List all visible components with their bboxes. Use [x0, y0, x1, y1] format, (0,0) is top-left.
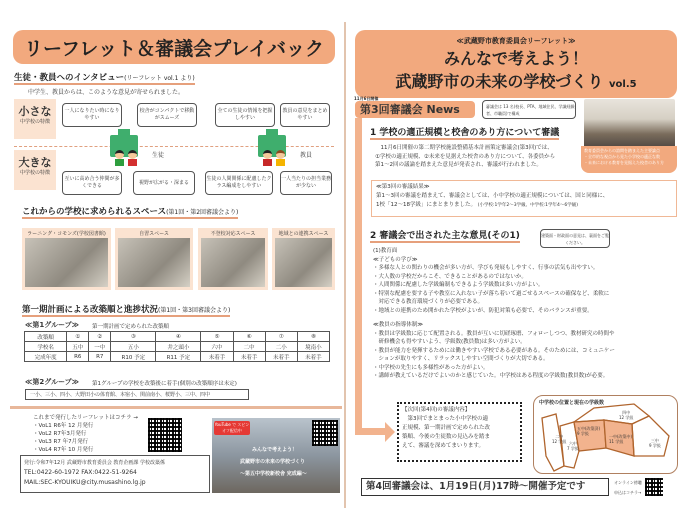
- leaflet-item[interactable]: ・VoL1 R6年 12 月発行: [33, 423, 94, 429]
- youtube-caption: 武蔵野市の未来の学校づくり: [240, 459, 306, 465]
- opinion-bubble: 互いに高め合う仲間が多くできる: [62, 171, 122, 195]
- right-page: [345, 0, 690, 518]
- space-card: 不登校対応スペース: [198, 228, 268, 290]
- table-cell: 学校名: [25, 342, 67, 352]
- interview-intro: 中学生、教員からは、このような意見が寄せられました。: [28, 89, 185, 96]
- news-bubble: 審議会は 13 名(校長、PTA、地域住民、学識経験者、市職員)で構成: [482, 100, 576, 119]
- plan-heading: 第一期計画による改築順と進捗状況(第1回・第3回審議会より): [22, 305, 231, 315]
- space-card: ラーニング・コモンズ(学校図書館): [22, 228, 111, 290]
- table-cell: 井之頭小: [156, 342, 201, 352]
- table-row: [25, 342, 330, 352]
- title-subtitle: ≪武蔵野市教育委員会リーフレット≫: [456, 37, 576, 45]
- divider-dashed: [14, 146, 334, 147]
- map-label: 五中(改築済) 9 学級: [577, 426, 601, 436]
- leaflet-item[interactable]: ・VoL4 R7年 10 月発行: [33, 447, 94, 453]
- space-card: 地域との連携スペース: [272, 228, 335, 290]
- table-cell: 未着手: [297, 352, 329, 362]
- student-icon: [128, 150, 137, 166]
- group2-title: ≪第2グループ≫: [25, 378, 79, 386]
- teacher-icon: [263, 150, 272, 166]
- group1-desc: 第一期計画で定められた改築順: [92, 324, 170, 330]
- table-cell: ⑦: [265, 332, 297, 342]
- map-label: 三中 9 学級: [649, 438, 661, 448]
- table-cell: ⑤: [201, 332, 233, 342]
- photo-caption: 教育委員会からの諮問を踏まえた主要論点 ・全市的な視点から見た小学校の適正な数 ・未来における教育を見据えた校舎のあり方: [581, 146, 677, 173]
- section2-heading: 2 審議会で出された主な意見(その1): [370, 228, 520, 243]
- table-cell: 未着手: [233, 352, 265, 362]
- result-title: ≪第3回の審議結果≫: [376, 184, 430, 190]
- table-cell: ①: [67, 332, 89, 342]
- next-meeting-announcement: 第4回審議会は、1月19日(月)17時～開催予定です: [361, 478, 609, 496]
- community-space-photo: [275, 238, 332, 287]
- publisher-tel: TEL:0422-60-1972 FAX:0422-51-9264: [24, 469, 137, 476]
- online-qr-code[interactable]: [645, 478, 663, 496]
- table-row: [25, 332, 330, 342]
- map-label: 四中 12 学級: [619, 410, 634, 420]
- teacher-label: 教員: [300, 152, 313, 159]
- section1-heading: 1 学校の適正規模と校舎のあり方について審議: [370, 125, 559, 140]
- opinion-bubble: 教員の意見をまとめやすい: [280, 103, 330, 127]
- map-title: 中学校の位置と現在の学級数: [539, 400, 605, 406]
- result-line: 1校「12～18学級」にまとまりました。 (小学校:1学年2～3学級、中学校:1学年4～6学級): [376, 202, 578, 208]
- youtube-badge: YouTube で スピンオフ配信中: [214, 422, 250, 433]
- table-cell: R10 予定: [111, 352, 156, 362]
- youtube-banner[interactable]: [212, 418, 340, 493]
- online-label: オンライン傍聴: [614, 480, 642, 485]
- leaflet-item[interactable]: ・VoL2 R7年3月発行: [33, 431, 87, 437]
- leaflet-list: [33, 414, 138, 454]
- table-cell: ③: [111, 332, 156, 342]
- youtube-caption: ～第五中学校新校舎 完成編～: [240, 471, 307, 477]
- renovation-table: [24, 331, 330, 362]
- map-label: 二中 12 学級: [552, 434, 567, 444]
- next-meeting-box: 【次回(第4回)の審議内容】 第3回でまとまった小中学校の適 正規模、第一期計画で定められた改 築順、今後の生徒数の見込みを踏ま えて、審議を深めてまいります。: [397, 402, 522, 462]
- opinion-bubble: 校舎がコンパクトで移動がスムーズ: [137, 103, 197, 127]
- small-school-label: 小さな 中学校の特徴: [14, 99, 56, 139]
- youtube-caption: みんなで考えよう！: [252, 447, 298, 453]
- table-cell: 未着手: [265, 352, 297, 362]
- table-cell: 六中: [201, 342, 233, 352]
- map-label: 一中(改築中) 11 学級: [609, 434, 633, 444]
- opinion-bubble: 一人になりたい時になりやすい: [62, 103, 122, 127]
- large-school-label: 大きな 中学校の特徴: [14, 150, 56, 190]
- title-line1: みんなで考えよう！: [443, 49, 588, 68]
- table-cell: ②: [89, 332, 111, 342]
- section1-body: 11月6日開催の第二期学校施設整備基本計画策定審議会(第3回)では、 ①学校の適正規模、②未来を見据えた校舎のあり方について、各委員から 第1～2回の議論を踏まえた意見が発表され、審議が行われました。: [375, 145, 556, 168]
- opinion-bubble: 全ての生徒の情報を把握しやすい: [215, 103, 275, 127]
- table-cell: 一中: [89, 342, 111, 352]
- table-cell: 五中: [67, 342, 89, 352]
- opinion-bubble: 一人当たりの担当業務が少ない: [280, 171, 332, 195]
- section2-bubble: 建築面・財政面の意見は、裏面をご覧ください。: [540, 229, 610, 248]
- student-icon: [115, 150, 124, 166]
- youtube-qr-code[interactable]: [312, 420, 338, 446]
- side-accent-bar: [355, 118, 362, 395]
- table-cell: 二小: [265, 342, 297, 352]
- group2-schools: 一小、三小、四小、大野田小の体育館、本宿小、関前南小、桜野小、三中、四中: [25, 389, 249, 400]
- teacher-icon: [276, 150, 285, 166]
- news-date: 11月6日開催: [354, 96, 379, 101]
- news-title: 第3回審議会 News: [355, 101, 475, 118]
- table-cell: 五小: [111, 342, 156, 352]
- table-cell: 二中: [233, 342, 265, 352]
- leaflet-qr-code[interactable]: [148, 418, 182, 452]
- opinion-bubble: 視野が広がる・深まる: [133, 171, 195, 195]
- table-cell: 未着手: [201, 352, 233, 362]
- flow-arrow: [355, 428, 385, 435]
- publisher-box: [20, 455, 210, 493]
- leaflet-item[interactable]: ・VoL3 R7 年7月発行: [33, 439, 89, 445]
- right-title: [355, 30, 677, 98]
- map-label: 六中 7 学級: [567, 441, 579, 451]
- table-cell: 完成年度: [25, 352, 67, 362]
- group2-desc: 第1グループの学校を改築後に着手(個別の改築順序は未定): [92, 381, 237, 387]
- table-cell: ⑧: [297, 332, 329, 342]
- title-line2: 武蔵野市の未来の学校づくり vol.5: [395, 72, 637, 91]
- leaflet-intro: これまで発行したリーフレットはコチラ →: [33, 415, 138, 421]
- online-apply-link[interactable]: 申込はコチラ→: [614, 490, 642, 495]
- publisher-line: 発行:令和7年12月 武蔵野市教育委員会 教育企画課 学校改築係: [24, 460, 165, 466]
- result-box: [371, 180, 677, 217]
- space-card: 自習スペース: [115, 228, 193, 290]
- section-divider: [10, 406, 342, 409]
- school-map: [533, 395, 678, 474]
- group1-title: ≪第1グループ≫: [25, 321, 79, 329]
- table-cell: ⑥: [233, 332, 265, 342]
- interview-heading: 生徒・教員へのインタビュー(リーフレット vol.1 より): [14, 73, 195, 83]
- education-opinions: (1)教育面 ≪子どもの学び≫ ・多様な人との関わりの機会が多い方が、学びも発展もしやすく、行事の活気も出やすい。 ・大人数の学校だからこそ、できることがあるのではないか。 ・人間関係に配慮した学級編制もできるよう学級数は多い方がよい。 ・特別な配慮を要する子や教室に入れない子が落ち着いて過ごせるスペースの確保など、柔軟に 対応できる教育環境づくりが必要である。 ・地域との連携のため開かれた学校がよいが、防犯対策も必要で、そのバランスが重要。 ≪教員の指導体制≫ ・教員は学級数に応じて配置される。教員が互いに切磋琢磨、フォローしつつ、教材研究の時間や 研修機会も得やすいよう、学級数(教員数)は多い方がよい。 ・教員が能力を発揮するためには働きやすい学校である必要がある。そのためには、コミュニケー ションが取りやすく、リラックスしやすい空間づくりが大切である。 ・中学校の先生にも多様性があった方がよい。 ・講師が教えているだけでよいのかと感じていた。中学校はある程度の学級数(教員数)が必要。: [373, 248, 615, 379]
- student-label: 生徒: [152, 152, 165, 159]
- meeting-photo: [584, 99, 675, 149]
- library-photo: [25, 238, 108, 287]
- study-space-photo: [118, 238, 190, 287]
- table-cell: 境南小: [297, 342, 329, 352]
- support-space-photo: [201, 238, 265, 287]
- table-row: [25, 352, 330, 362]
- spaces-heading: これからの学校に求められるスペース(第1回・第2回審議会より): [22, 207, 239, 217]
- publisher-mail[interactable]: MAIL:SEC-KYOUIKU@city.musashino.lg.jp: [24, 479, 146, 486]
- table-cell: R7: [89, 352, 111, 362]
- arrow-right-icon: [385, 422, 395, 442]
- result-line: 第1～3回の審議を踏まえて、審議会としては、小中学校の適正規模については、国と同様に、: [376, 193, 609, 199]
- table-cell: 改築順: [25, 332, 67, 342]
- left-title: リーフレット＆審議会プレイバック: [13, 30, 335, 64]
- table-cell: ④: [156, 332, 201, 342]
- table-cell: R6: [67, 352, 89, 362]
- table-cell: R11 予定: [156, 352, 201, 362]
- opinion-bubble: 生徒の人間関係に配慮したクラス編成をしやすい: [205, 171, 273, 195]
